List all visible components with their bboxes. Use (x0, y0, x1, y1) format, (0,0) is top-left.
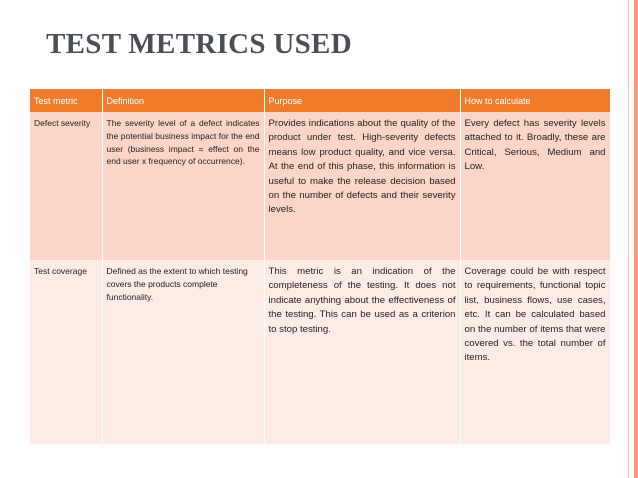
cell-calculation: Every defect has severity levels attached to it. Broadly, these are Critical, Serious, Medium and Low. (460, 112, 610, 260)
table-row (30, 260, 610, 444)
metrics-table (30, 89, 611, 444)
decorative-accent-line (628, 0, 629, 478)
column-header-purpose: Purpose (264, 89, 460, 112)
column-header-definition: Definition (102, 89, 264, 112)
cell-calculation: Coverage could be with respect to requirements, functional topic list, business flows, use cases, etc. It can be calculated based on the number of items that were covered vs. the total number of items. (460, 260, 610, 444)
table-row (30, 112, 610, 260)
cell-metric: Test coverage (30, 260, 102, 444)
column-header-test-metric: Test metric (30, 89, 102, 112)
cell-metric: Defect severity (30, 112, 102, 260)
column-header-how-to-calculate: How to calculate (460, 89, 610, 112)
cell-definition: Defined as the extent to which testing covers the products complete functionality. (102, 260, 264, 444)
slide-title: TEST METRICS USED (46, 28, 352, 60)
cell-purpose: Provides indications about the quality of the product under test. High-severity defects means low product quality, and vice versa. At the end of this phase, this information is useful to make the release decision based on the number of defects and their severity levels. (264, 112, 460, 260)
table-header-row (30, 89, 610, 112)
decorative-accent-bar (634, 0, 638, 478)
cell-definition: The severity level of a defect indicates the potential business impact for the end user (business impact = effect on the end user x frequency of occurrence). (102, 112, 264, 260)
cell-purpose: This metric is an indication of the completeness of the testing. It does not indicate anything about the effectiveness of the testing. This can be used as a criterion to stop testing. (264, 260, 460, 444)
